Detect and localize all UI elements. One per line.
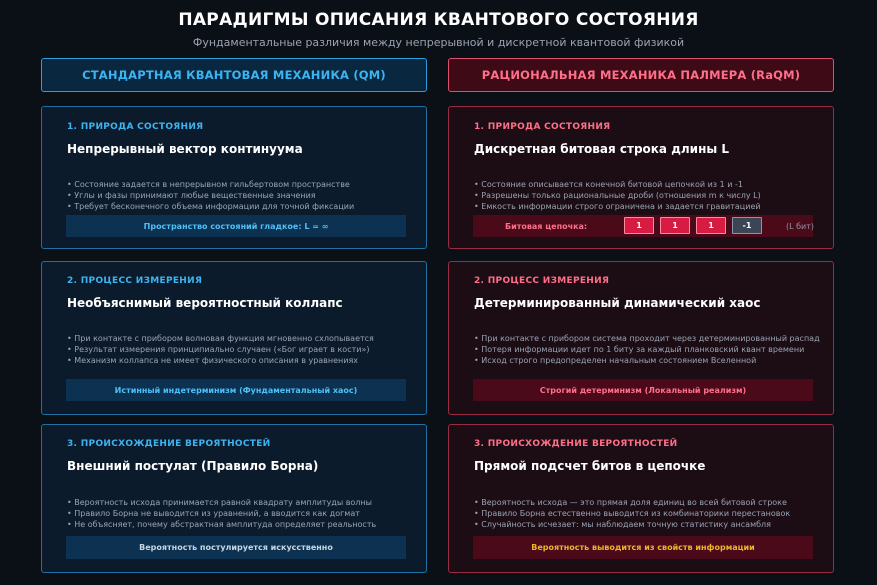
summary-bar: Строгий детерминизм (Локальный реализм) (473, 379, 813, 401)
bullet-item: • При контакте с прибором система проходит через детерминированный распад (474, 334, 820, 343)
section-label: 3. ПРОИСХОЖДЕНИЕ ВЕРОЯТНОСТЕЙ (474, 439, 678, 449)
page-subtitle: Фундаментальные различия между непрерывной и дискретной квантовой физикой (192, 36, 685, 49)
bullet-item: • Механизм коллапса не имеет физического описания в уравнениях (67, 356, 359, 365)
raqm-card-probability-origin (448, 424, 834, 573)
bullet-list (67, 179, 417, 212)
bullet-item: • Вероятность исхода принимается равной квадрату амплитуды волны (67, 498, 372, 507)
bullet-item: • Состояние описывается конечной битовой цепочкой из 1 и -1 (474, 180, 743, 189)
card-heading: Непрерывный вектор континуума (67, 142, 303, 156)
bullet-list (474, 333, 824, 366)
bullet-item: • При контакте с прибором волновая функция мгновенно схлопывается (67, 334, 374, 343)
raqm-card-state-nature (448, 106, 834, 249)
bit-cell: 1 (660, 217, 690, 234)
section-label: 1. ПРИРОДА СОСТОЯНИЯ (67, 122, 204, 132)
section-label: 2. ПРОЦЕСС ИЗМЕРЕНИЯ (67, 276, 203, 286)
page-title: ПАРАДИГМЫ ОПИСАНИЯ КВАНТОВОГО СОСТОЯНИЯ (178, 10, 699, 30)
bullet-list (67, 333, 417, 366)
bullet-item: • Исход строго предопределен начальным состоянием Вселенной (474, 356, 757, 365)
bullet-list (67, 497, 417, 530)
section-label: 1. ПРИРОДА СОСТОЯНИЯ (474, 122, 611, 132)
bullet-item: • Углы и фазы принимают любые вещественные значения (67, 191, 316, 200)
summary-bar: Вероятность постулируется искусственно (66, 536, 406, 559)
bullet-list (474, 497, 824, 530)
bullet-item: • Случайность исчезает: мы наблюдаем точную статистику ансамбля (474, 520, 771, 529)
bit-cell: 1 (624, 217, 654, 234)
card-heading: Внешний постулат (Правило Борна) (67, 459, 319, 473)
bullet-item: • Правило Борна естественно выводится из комбинаторики перестановок (474, 509, 791, 518)
card-heading: Дискретная битовая строка длины L (474, 142, 730, 156)
qm-card-state-nature (41, 106, 427, 249)
bullet-item: • Емкость информации строго ограничена и задается гравитацией (474, 202, 761, 211)
qm-card-measurement (41, 261, 427, 415)
column-header-raqm: РАЦИОНАЛЬНАЯ МЕХАНИКА ПАЛМЕРА (RaQM) (448, 58, 834, 92)
bullet-item: • Результат измерения принципиально случаен («Бог играет в кости») (67, 345, 370, 354)
bullet-item: • Потеря информации идет по 1 биту за каждый планковский квант времени (474, 345, 805, 354)
bullet-list (474, 179, 824, 212)
bullet-item: • Требует бесконечного объема информации для точной фиксации (67, 202, 355, 211)
section-label: 3. ПРОИСХОЖДЕНИЕ ВЕРОЯТНОСТЕЙ (67, 439, 271, 449)
bullet-item: • Состояние задается в непрерывном гильбертовом пространстве (67, 180, 350, 189)
section-label: 2. ПРОЦЕСС ИЗМЕРЕНИЯ (474, 276, 610, 286)
qm-card-probability-origin (41, 424, 427, 573)
summary-bar: Вероятность выводится из свойств информации (473, 536, 813, 559)
raqm-card-measurement (448, 261, 834, 415)
bullet-item: • Не объясняет, почему абстрактная амплитуда определяет реальность (67, 520, 377, 529)
bullet-item: • Правило Борна не выводится из уравнений, а вводится как догмат (67, 509, 360, 518)
summary-bar: Пространство состояний гладкое: L = ∞ (66, 215, 406, 237)
bit-cell-negative: -1 (732, 217, 762, 234)
card-heading: Прямой подсчет битов в цепочке (474, 459, 706, 473)
bit-string-label: Битовая цепочка: (505, 221, 588, 231)
column-header-qm: СТАНДАРТНАЯ КВАНТОВАЯ МЕХАНИКА (QM) (41, 58, 427, 92)
bit-length-note: (L бит) (786, 221, 815, 231)
card-heading: Детерминированный динамический хаос (474, 296, 761, 310)
bullet-item: • Разрешены только рациональные дроби (отношения m к числу L) (474, 191, 761, 200)
bit-cell: 1 (696, 217, 726, 234)
summary-bar: Истинный индетерминизм (Фундаментальный хаос) (66, 379, 406, 401)
bit-string-bar (473, 215, 813, 237)
bullet-item: • Вероятность исхода — это прямая доля единиц во всей битовой строке (474, 498, 787, 507)
card-heading: Необъяснимый вероятностный коллапс (67, 296, 343, 310)
